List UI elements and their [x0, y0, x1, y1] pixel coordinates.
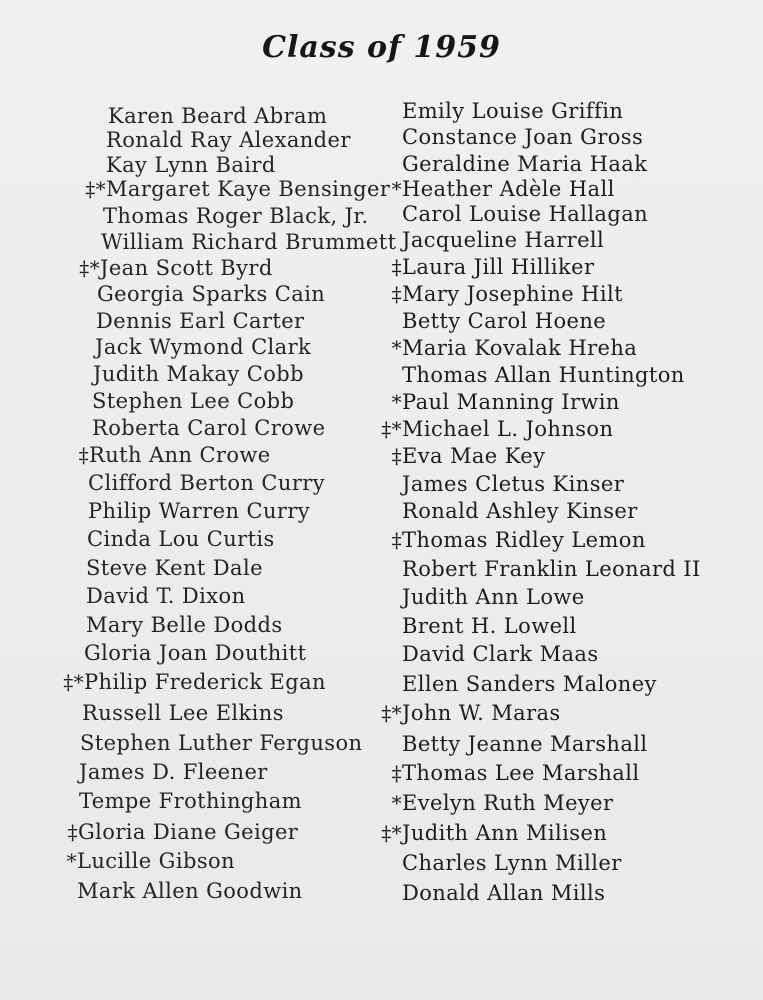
name-entry	[96, 309, 305, 333]
honor-mark: ‡	[67, 820, 78, 844]
name-entry	[88, 499, 310, 523]
graduate-name: Ellen Sanders Maloney	[402, 672, 657, 696]
graduate-name: Philip Warren Curry	[88, 499, 311, 523]
name-entry	[67, 849, 235, 873]
graduate-name: Jacqueline Harrell	[402, 228, 605, 252]
name-entry	[88, 471, 325, 495]
graduate-name: Thomas Allan Huntington	[402, 363, 685, 387]
name-entry	[79, 789, 302, 813]
graduate-name: Stephen Lee Cobb	[92, 389, 295, 413]
graduate-name: Kay Lynn Baird	[106, 153, 276, 177]
graduate-name: Thomas Ridley Lemon	[402, 528, 646, 552]
honor-mark: ‡*	[381, 417, 402, 441]
page-title: Class of 1959	[262, 30, 501, 65]
name-entry	[79, 443, 271, 467]
name-entry	[402, 499, 638, 523]
honor-mark: *	[66, 849, 77, 873]
name-entry	[101, 230, 396, 254]
honor-mark: ‡*	[63, 670, 84, 694]
name-entry	[93, 362, 304, 386]
graduate-name: Gloria Joan Douthitt	[84, 641, 307, 665]
name-entry	[103, 204, 369, 228]
honor-mark: ‡	[391, 282, 402, 306]
name-entry	[402, 309, 606, 333]
name-entry	[84, 641, 306, 665]
graduate-name: Betty Carol Hoene	[402, 309, 607, 333]
name-entry	[392, 336, 638, 360]
graduate-name: Georgia Sparks Cain	[97, 282, 326, 306]
name-entry	[77, 879, 303, 903]
honor-mark: ‡	[78, 443, 89, 467]
graduate-name: John W. Maras	[402, 701, 561, 725]
graduate-name: William Richard Brummett	[101, 230, 397, 254]
name-entry	[108, 104, 327, 128]
graduate-name: Ronald Ashley Kinser	[402, 499, 638, 523]
graduate-name: Heather Adèle Hall	[402, 177, 615, 201]
graduate-name: Charles Lynn Miller	[402, 851, 622, 875]
graduate-name: Philip Frederick Egan	[84, 670, 326, 694]
name-entry	[392, 444, 546, 468]
graduate-name: David T. Dixon	[86, 584, 246, 608]
graduate-name: Laura Jill Hilliker	[402, 255, 595, 279]
name-entry	[86, 556, 263, 580]
honor-mark: ‡	[391, 444, 402, 468]
graduate-name: Brent H. Lowell	[402, 614, 577, 638]
name-entry	[392, 177, 615, 201]
name-entry	[402, 125, 643, 149]
name-entry	[381, 701, 560, 725]
name-entry	[402, 228, 604, 252]
graduate-name: Mary Josephine Hilt	[402, 282, 623, 306]
graduate-name: Judith Ann Milisen	[402, 821, 608, 845]
graduate-name: Clifford Berton Curry	[88, 471, 325, 495]
graduate-name: Tempe Frothingham	[79, 789, 302, 813]
graduate-name: Betty Jeanne Marshall	[402, 732, 648, 756]
name-entry	[402, 851, 622, 875]
graduate-name: Thomas Roger Black, Jr.	[103, 204, 369, 228]
graduate-name: Evelyn Ruth Meyer	[402, 791, 614, 815]
honor-mark: ‡*	[381, 701, 402, 725]
name-entry	[92, 389, 294, 413]
honor-mark: ‡*	[381, 821, 402, 845]
graduate-name: Judith Makay Cobb	[93, 362, 304, 386]
graduate-name: Geraldine Maria Haak	[402, 152, 648, 176]
name-entry	[79, 760, 268, 784]
name-entry	[402, 363, 685, 387]
graduate-name: Carol Louise Hallagan	[402, 202, 649, 226]
name-entry	[402, 557, 701, 581]
name-entry	[86, 584, 246, 608]
name-entry	[85, 177, 390, 201]
name-entry	[381, 417, 613, 441]
graduate-name: Ronald Ray Alexander	[106, 128, 351, 152]
honor-mark: *	[391, 390, 402, 414]
graduate-name: Judith Ann Lowe	[402, 585, 585, 609]
honor-mark: ‡	[391, 761, 402, 785]
honor-mark: *	[391, 791, 402, 815]
graduate-name: Steve Kent Dale	[86, 556, 263, 580]
honor-mark: *	[391, 177, 402, 201]
name-entry	[392, 761, 640, 785]
name-entry	[95, 335, 311, 359]
name-entry	[79, 256, 273, 280]
name-entry	[63, 670, 326, 694]
name-entry	[402, 642, 599, 666]
graduate-name: Michael L. Johnson	[402, 417, 614, 441]
name-entry	[92, 416, 325, 440]
graduate-name: Stephen Luther Ferguson	[80, 731, 363, 755]
name-entry	[402, 732, 648, 756]
graduate-name: Jack Wymond Clark	[95, 335, 312, 359]
graduate-name: Roberta Carol Crowe	[92, 416, 326, 440]
name-entry	[68, 820, 299, 844]
graduate-name: Karen Beard Abram	[108, 104, 328, 128]
name-entry	[392, 255, 595, 279]
graduate-name: Lucille Gibson	[77, 849, 235, 873]
graduate-name: Mary Belle Dodds	[86, 613, 283, 637]
name-entry	[392, 282, 623, 306]
graduate-name: Constance Joan Gross	[402, 125, 644, 149]
name-entry	[86, 613, 283, 637]
name-entry	[402, 881, 605, 905]
graduate-name: Robert Franklin Leonard II	[402, 557, 701, 581]
graduate-name: Ruth Ann Crowe	[89, 443, 271, 467]
name-entry	[392, 791, 614, 815]
honor-mark: ‡	[391, 528, 402, 552]
graduate-name: Cinda Lou Curtis	[87, 527, 275, 551]
name-entry	[402, 472, 624, 496]
name-entry	[392, 390, 620, 414]
graduate-name: Eva Mae Key	[402, 444, 546, 468]
name-entry	[402, 614, 577, 638]
name-entry	[402, 99, 623, 123]
graduate-name: Emily Louise Griffin	[402, 99, 624, 123]
graduate-name: Margaret Kaye Bensinger	[106, 177, 391, 201]
name-entry	[402, 672, 657, 696]
graduate-name: Thomas Lee Marshall	[402, 761, 640, 785]
graduate-name: Paul Manning Irwin	[402, 390, 620, 414]
graduate-name: James D. Fleener	[79, 760, 268, 784]
name-entry	[381, 821, 607, 845]
name-entry	[402, 152, 647, 176]
honor-mark: ‡	[391, 255, 402, 279]
honor-mark: ‡*	[85, 177, 106, 201]
name-entry	[106, 128, 351, 152]
graduate-name: Gloria Diane Geiger	[78, 820, 299, 844]
graduate-name: Russell Lee Elkins	[82, 701, 284, 725]
name-entry	[97, 282, 325, 306]
graduate-name: Donald Allan Mills	[402, 881, 606, 905]
graduate-name: Mark Allen Goodwin	[77, 879, 303, 903]
name-entry	[392, 528, 646, 552]
graduate-name: Jean Scott Byrd	[100, 256, 273, 280]
honor-mark: *	[391, 336, 402, 360]
graduate-name: Maria Kovalak Hreha	[402, 336, 638, 360]
name-entry	[402, 585, 585, 609]
name-entry	[106, 153, 276, 177]
name-entry	[402, 202, 648, 226]
graduate-name: David Clark Maas	[402, 642, 599, 666]
name-entry	[87, 527, 275, 551]
honor-mark: ‡*	[79, 256, 100, 280]
graduate-name: Dennis Earl Carter	[96, 309, 305, 333]
graduate-name: James Cletus Kinser	[402, 472, 625, 496]
name-entry	[80, 731, 362, 755]
name-entry	[82, 701, 284, 725]
